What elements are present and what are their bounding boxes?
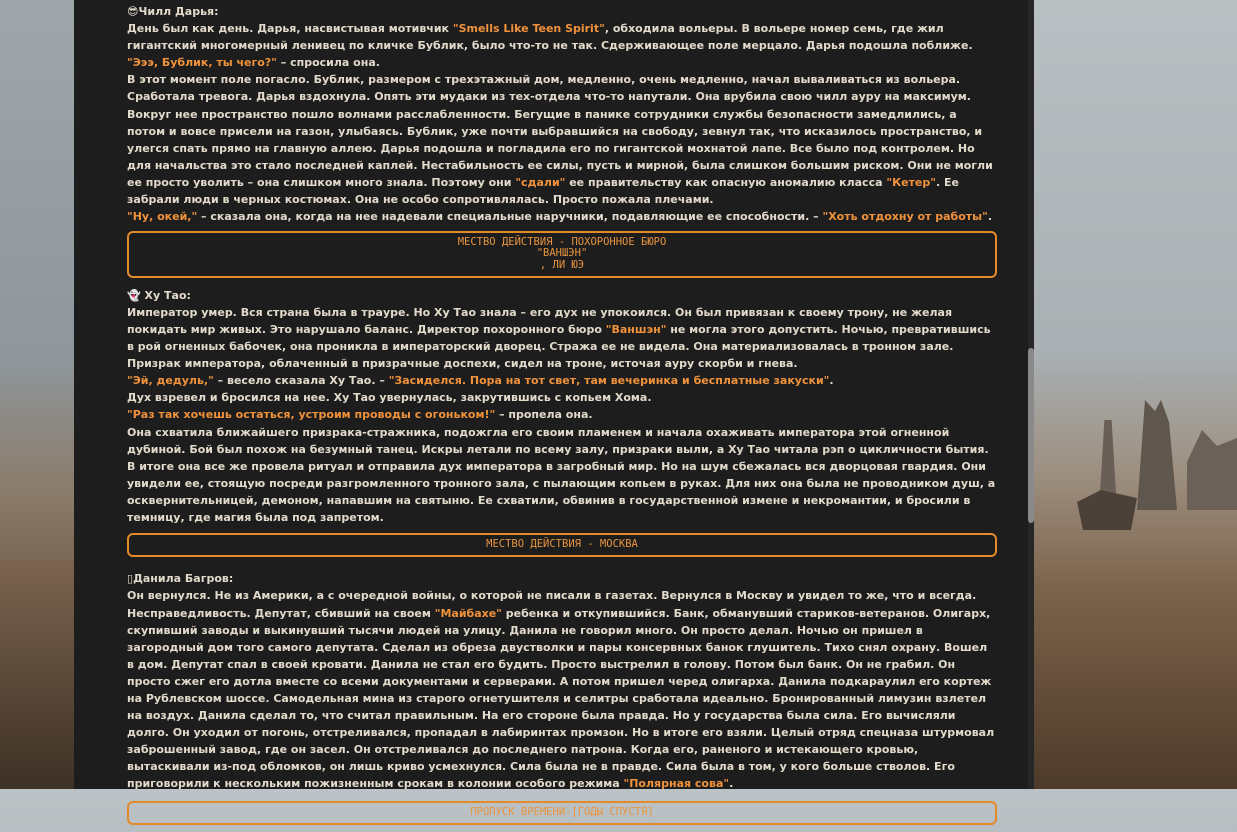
rock-ridge	[1187, 430, 1237, 510]
scrollbar-thumb[interactable]	[1028, 348, 1034, 523]
paragraph	[127, 406, 997, 423]
chat-panel	[74, 0, 1034, 818]
text: ребенка и откупившийся. Банк, обманувший стариков-ветеранов. Олигарх, скупивший заводы и выкинувший тысячи людей на улицу. Данила не говорил много. Он просто делал. Ночью он пришел в загородный дом того самого депутата. Сделал из обреза двустволки и пары консервных банок глушитель. Тихо снял охрану. Вошел в дом. Депутат спал в своей кровати. Данила не стал его будить. Просто выстрелил в голову. Потом был банк. Он не грабил. Он просто сжег его дотла вместе со всеми документами и серверами. А потом пришел черед олигарха. Данила подкараулил его кортеж на Рублевском шоссе. Самодельная мина из старого огнетушителя и селитры сработала идеально. Бронированный лимузин взлетел на воздух. Данила сделал то, что считал правильным. На его стороне была правда. Но у государства была сила. Его вычисляли долго. Он уходил от погонь, отстреливался, пропадал в лабиринтах промзон. Но в итоге его взяли. Целый отряд спецназа штурмовал заброшенный завод, где он засел. Он отстреливался до последнего патрона. Когда его, раненого и истекающего кровью, вытаскивали из-под обломков, он лишь криво усмехнулся. Сила была не в правде. Сила была в том, у кого больше стволов. Его приговорили к нескольким пожизненным срокам в колонии особого режима	[127, 606, 995, 791]
scene-line: , ЛИ ЮЭ	[539, 258, 585, 271]
dialogue: "Раз так хочешь остаться, устроим проводы с огоньком!"	[127, 408, 496, 422]
character-name: Чилл Дарья:	[138, 5, 219, 18]
text: .	[987, 210, 993, 224]
text: Император умер. Вся страна была в трауре. Но Ху Тао знала – его дух не упокоился. Он был привязан к своему трону, не желая покидать мир живых. Это нарушало баланс. Директор похоронного бюро	[127, 305, 953, 337]
highlight: "Ваншэн"	[605, 323, 667, 337]
dialogue: "Засиделся. Пора на тот свет, там вечеринка и бесплатные закуски"	[388, 374, 830, 388]
highlight: "Майбахе"	[434, 606, 502, 620]
text: В этот момент поле погасло. Бублик, размером с трехэтажный дом, медленно, очень медленно, начал вываливаться из вольера. Сработала тревога. Дарья вздохнула. Опять эти мудаки из тех-отдела что-то напутали. Она врубила свою чилл ауру на максимум. Вокруг нее пространство пошло волнами расслабленности. Бегущие в панике сотрудники службы безопасности замедлились, а потом и вовсе присели на газон, улыбаясь. Бублик, уже почти выбравшийся на свободу, зевнул так, что исказилось пространство, и улегся спать прямо на главную аллею. Дарья подошла и погладила его по гигантской мохнатой лапе. Все было под контролем. Но для начальства это стало последней каплей. Нестабильность ее силы, пусть и мирной, была слишком большим риском. Они не могли ее просто уволить – она слишком много знала. Поэтому они	[127, 73, 993, 189]
dialogue: "Ну, окей,"	[127, 210, 198, 224]
dialogue: "Эээ, Бублик, ты чего?"	[127, 56, 277, 70]
character-name: Данила Багров:	[133, 572, 234, 586]
background-right	[1034, 0, 1237, 789]
text: – весело сказала Ху Тао. –	[213, 374, 389, 388]
text: .	[729, 777, 734, 791]
text: – спросила она.	[276, 56, 380, 70]
paragraph	[127, 208, 997, 225]
text: День был как день. Дарья, насвистывая мотивчик	[127, 22, 453, 36]
scene-line: ПРОПУСК ВРЕМЕНИ-[ГОДЫ СПУСТЯ]	[470, 805, 654, 818]
highlight: "Полярная сова"	[623, 777, 730, 791]
ghost-emoji-icon: 👻	[127, 288, 141, 302]
text: .	[829, 374, 834, 388]
section-danila-bagrov	[127, 566, 997, 792]
character-header	[127, 570, 997, 587]
paragraph: Дух взревел и бросился на нее. Ху Тао увернулась, закрутившись с копьем Хома.	[127, 391, 652, 405]
character-header	[127, 3, 997, 20]
dialogue: "Эй, дедуль,"	[127, 374, 214, 388]
highlight: "Кетер"	[886, 175, 936, 189]
text: ее правительству как опасную аномалию класса	[565, 175, 887, 189]
rock-formation	[1137, 400, 1177, 510]
section-chill-darya	[127, 0, 997, 225]
character-header	[127, 287, 997, 304]
text: , обходила вольеры. В вольере номер семь, где жил гигантский многомерный ленивец по кличке Бублик, было что-то не так. Сдерживающее поле мерцало. Дарья подошла поближе.	[127, 22, 973, 53]
highlight: "Smells Like Teen Spirit"	[452, 22, 605, 36]
paragraph	[127, 71, 997, 208]
highlight: "сдали"	[515, 175, 566, 189]
paragraph	[127, 20, 997, 54]
text: Он вернулся. Не из Америки, а с очередной войны, о которой не писали в газетах. Вернулся в Москву и увидел то же, что и всегда. Несправедливость. Депутат, сбивший на своем	[127, 589, 977, 620]
dialogue: "Хоть отдохну от работы"	[822, 210, 988, 224]
paragraph	[127, 372, 997, 389]
scene-line: МЕСТВО ДЕЙСТВИЯ - ПОХОРОННОЕ БЮРО	[457, 236, 667, 249]
scrollbar[interactable]	[1028, 0, 1034, 789]
background-ground-left	[0, 560, 74, 789]
missing-glyph-icon: ▯	[127, 572, 134, 586]
character-name: Ху Тао:	[144, 288, 191, 302]
scene-location-box	[127, 533, 997, 557]
text: – пропела она.	[495, 408, 593, 422]
text: – сказала она, когда на нее надевали специальные наручники, подавляющие ее способности. –	[197, 210, 823, 224]
paragraph	[127, 587, 997, 792]
scene-timeskip-box	[127, 801, 997, 825]
paragraph	[127, 304, 997, 372]
text: . Ее забрали люди в черных костюмах. Она не особо сопротивлялась. Просто пожала плечами.	[127, 175, 959, 207]
text: не могла этого допустить. Ночью, превратившись в рой огненных бабочек, она проникла в императорский дворец. Стража ее не видела. Она материализовалась в тронном зале. Призрак императора, облаченный в призрачные доспехи, сидел на троне, источая ауру скорби и гнева.	[127, 323, 991, 371]
rock-boulder	[1077, 490, 1137, 530]
story-content	[127, 0, 997, 832]
section-hu-tao	[127, 285, 997, 526]
sunglasses-emoji-icon: 😎	[127, 5, 139, 18]
paragraph	[127, 54, 997, 71]
scene-line: МЕСТВО ДЕЙСТВИЯ - МОСКВА	[486, 538, 638, 551]
paragraph: Она схватила ближайшего призрака-стражника, подожгла его своим пламенем и начала охаживать императора этой огненной дубиной. Бой был похож на безумный танец. Искры летали по всему залу, призраки выли, а Ху Тао читала рэп о цикличности бытия. В итоге она все же провела ритуал и отправила дух императора в загробный мир. Но на шум сбежалась вся дворцовая гвардия. Они увидели ее, стоящую посреди разгромленного тронного зала, с пылающим копьем в руках. Для них она была не проводником душ, а осквернительницей, демоном, напавшим на святыню. Ее схватили, обвинив в государственной измене и некромантии, и бросили в темницу, где магия была под запретом.	[127, 425, 996, 525]
scene-line: "ВАНШЭН"	[536, 247, 588, 260]
scene-location-box	[127, 231, 997, 278]
